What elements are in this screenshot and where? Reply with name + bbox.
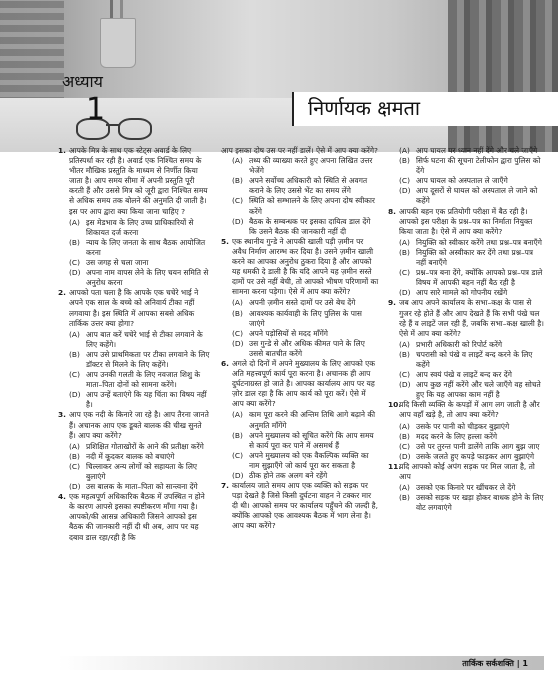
option: (D) आप सारे मामले को गोपनीय रखेंगे [399, 288, 508, 298]
option: (B) अपने मुख्यालय को सूचित करेंगे कि आप समय से कार्य पूरा कर पाने में असमर्थ हैं [232, 430, 374, 450]
option: (D) आप कुछ नहीं करेंगे और चले जाएँगे वह सोचते हुए कि यह आपका काम नहीं है [399, 380, 541, 400]
option: (A) इस मेडभाव के लिए उच्च प्राधिकारियों से शिकायत दर्ज करना [69, 217, 194, 237]
option: (A) उसके पर पानी को चीड़कर बुझाएंगे [399, 421, 510, 431]
option: (A) आप घायल पर ध्यान नहीं देंगे और चले जाएँगे [399, 146, 538, 155]
question-number: 1. [58, 146, 67, 155]
question-10: 10. यदि किसी व्यक्ति के कपड़ों में आग लग जाती है और आप वहाँ खड़े है, तो आप क्या करेंगे? [388, 400, 540, 420]
option: (D) अपना नाम वापस लेने के लिए चयन समिति से अनुरोध करना [69, 268, 209, 288]
option: (B) अपने सर्वोच्च अधिकारी को स्थिति से अवगत कराने के लिए उससे भेंट का समय लेंगे [232, 176, 368, 196]
option: (D) उस बालक के माता–पिता को सान्त्वना देंगे [69, 482, 198, 492]
question-2: 2. आपको पता चला है कि आपके एक चचेरे भाई ने अपने एक साल के बच्चे को अनिवार्य टीका नहीं लगवाया है। इस स्थिति में आपका सबसे अधिक तार्किक उत्तर क्या होगा? [58, 288, 199, 328]
column-1 [58, 146, 210, 544]
option: (C) आप उनकी गलती के लिए नवजात शिशु के माता–पिता दोनों को सामना करेंगे। [69, 370, 201, 390]
option: (A) प्रशिक्षित गोताखोरों के आने की प्रतीक्षा करेंगे [69, 441, 204, 451]
option: (A) आप बात करें चचेरे भाई से टीका लगवाने के लिए कहेंगे। [69, 329, 203, 349]
books-stack-image [448, 0, 558, 152]
option: (B) आवश्यक कार्यवाही के लिए पुलिस के पास जाएंगे [232, 308, 362, 328]
option: (B) मदद करने के लिए हल्ला करेंगे [399, 431, 498, 441]
question-3: 3. आप एक नदी के किनारे जा रहे है। आप तैरना जानते हैं। अचानक आप एक डूबते बालक की चीख सुनते हैं। आप क्या करेंगे? [58, 410, 209, 440]
option: (D) आप उन्हें बताएंगे कि यह चिंता का विषय नहीं है। [69, 390, 207, 410]
question-5: 5. एक स्थानीय गुन्डे ने आपकी खाली पड़ी ज़मीन पर अवैध निर्माण आरम्भ कर दिया है। उसने ज़मीन खाली करने का आपका अनुरोध ठुकरा दिया है और आपको यह धमकी दे डाली है कि यदि आपने यह ज़मीन सस्ते दामों पर उसे नहीं बेची, तो आपको भीषण परिणामों का सामना करना पड़ेगा। ऐसे में आप क्या करेंगे? [221, 236, 379, 297]
question-11: 11. यदि आपको कोई अपंग सड़क पर मिल जाता है, तो आप [388, 461, 535, 481]
option: (B) उसको सड़क पर खड़ा होकर बाधक होने के लिए वोट लगवाएंगे [399, 493, 544, 513]
option: (D) उस गुन्डे से और अधिक कीमत पाने के लिए उससे बातचीत करेंगे [232, 338, 365, 358]
question-4: 4. एक महत्वपूर्ण अधिकारिक बैठक में उपस्थित न होने के कारण आपसे इसका स्पष्टीकरण माँगा गया है। आपको/की आसन्न अधिकारी जिसने आपको इस बैठक की जानकारी नहीं दी थी अब, आप पर यह दबाव डाल रहा/रही है कि [58, 492, 205, 542]
footer-text: तार्किक सर्कशक्ति | 1 [462, 659, 528, 668]
question-text: आपके मित्र के साथ एक स्टेट्स अवार्ड के लिए प्रतिस्पर्धा कर रही है। अवार्ड एक निश्चित समय के भीतर मौखिक प्रस्तुति के माध्यम से निर्णीत किया जाता है। आप समय सीमा में अपनी प्रस्तुति पूरी करती हैं और उससे मित्र को जूरी द्वारा निश्चित समय से अधिक समय तक बोलने की अनुमति दी जाती है। इस पर आप द्वारा क्या किया जाना चाहिए ? [69, 146, 208, 216]
question-7: 7. कार्यालय जाते समय आप एक व्यक्ति को सड़क पर पड़ा देखते है जिसे किसी दुर्घटना वाहन ने टक्कर मार दी थी। आपको समय पर कार्यालय पहुँचने की जल्दी है, क्योंकि आपको एक आवश्यक बैठक में भाग लेना है। आप क्या करेंगे? [221, 481, 378, 531]
question-6: 6. अगले दो दिनों में अपने मुख्यालय के लिए आपको एक अति महत्त्वपूर्ण कार्य पूरा करना है। अचानक ही आप दुर्घटनाग्रस्त हो जाते है। आपका कार्यालय आप पर यह ज़ोर डाल रहा है कि आप कार्य को पूरा करें। ऐसे में आप क्या करेंगे? [221, 358, 375, 409]
option: (B) न्याय के लिए जनता के साथ बैठक आयोजित करना [69, 237, 206, 257]
option: (C) स्थिति को सम्भालने के लिए अपना दोष स्वीकार करेंगे [232, 196, 375, 216]
option: (A) प्रभारी अधिकारी को रिपोर्ट करेंगे [399, 339, 503, 349]
option: (A) काम पूरा करने की अन्तिम तिथि आगे बढ़ाने की अनुमति माँगेंगे [232, 410, 376, 430]
option: (D) आप दूसरों से घायल को अस्पताल ले जाने को कहेंगे [399, 186, 538, 206]
option: (B) नदी में कूदकर बालक को बचाएंगे [69, 451, 175, 461]
chapter-label: अध्याय [62, 72, 103, 91]
option: (A) उसको एक किनारे पर खींचकर ले देंगे [399, 483, 516, 493]
chapter-title: निर्णायक क्षमता [308, 96, 421, 120]
option: (C) आप घायल को अस्पताल ले जाएँगे [399, 176, 508, 186]
option: (C) अपने मुख्यालय को एक वैकल्पिक व्यक्ति का नाम सुझाएँगे जो कार्य पूरा कर सकता है [232, 450, 369, 470]
question-9: 9. जब आप अपने कार्यालय के सभा–कक्ष के पास से गुजर रहे होते हैं और आप देखते हैं कि सभी पंखे चल रहे हैं व लाइटें जल रही हैं, जबकि सभा–कक्ष खाली है। ऐसे में आप क्या करेंगे? [388, 298, 544, 338]
column-2 [221, 146, 379, 533]
option: (C) चिल्लाकर अन्य लोगों को सहायता के लिए बुलाएंगे [69, 461, 197, 481]
option: (B) नियुक्ति को अस्वीकार कर देंगे तथा प्रश्न–पत्र नहीं बनाएँगे [399, 247, 534, 268]
chapter-number: 1 [86, 92, 106, 127]
option: (A) अपनी ज़मीन सस्ते दामों पर उसे बेच देंगे [232, 298, 356, 308]
option: (A) नियुक्ति को स्वीकार करेंगे तथा प्रश्न–पत्र बनाएँगे [399, 237, 542, 247]
option: (C) अपने पड़ोसियों से मदद माँगेंगे [232, 328, 328, 338]
column-3 [388, 146, 544, 513]
question-8: 8. आपकी बहन एक प्रतियोगी परीक्षा में बैठ रही है। आपको इस परीक्षा के प्रश्न–पत्र का निर्माता नियुक्त किया जाता है। ऐसे में आप क्या करेंगे? [388, 206, 533, 236]
option: (C) आप स्वयं पंखे व लाइटें बन्द कर देंगे [399, 370, 512, 380]
option: (D) बैठक के सम्बन्धक पर इसका दायित्व डाल देंगे कि उसने बैठक की जानकारी नहीं दी [232, 216, 371, 236]
option: (A) तथ्य की व्याख्या करते हुए अपना लिखित उत्तर भेजेंगे [232, 156, 373, 176]
option: (D) ठीक होने तक अलग बने रहेंगे [232, 471, 328, 480]
option: (C) उसे पर तुरन्त पानी डालेंगे ताकि आग बुझ जाए [399, 441, 540, 451]
option: (B) आप उसे प्राथमिकता पर टीका लगवाने के लिए डॉक्टर से मिलने के लिए कहेंगे। [69, 349, 210, 369]
option: (D) उसके जलते हुए कपड़े फाड़कर आग बुझाएंगे [399, 451, 535, 461]
option: (C) उस जगह से चला जाना [69, 258, 149, 268]
question-4-continued: आप इसका दोष उस पर नहीं डालें। ऐसे में आप क्या करेंगे? [221, 146, 378, 155]
question-1 [58, 146, 210, 217]
page-footer [58, 656, 544, 670]
pencil-cup-image [100, 18, 136, 68]
option: (C) प्रश्न–पत्र बना देंगे, क्योंकि आपको प्रश्न–पत्र डाले विषय में आपकी बहन नहीं बैठ रही है [399, 268, 543, 288]
option: (B) चपरासी को पंखे व लाइटें बन्द करने के लिए कहेंगे [399, 349, 533, 369]
option: (B) सिर्फ घटना की सूचना टेलीफोन द्वारा पुलिस को देंगे [399, 156, 541, 176]
